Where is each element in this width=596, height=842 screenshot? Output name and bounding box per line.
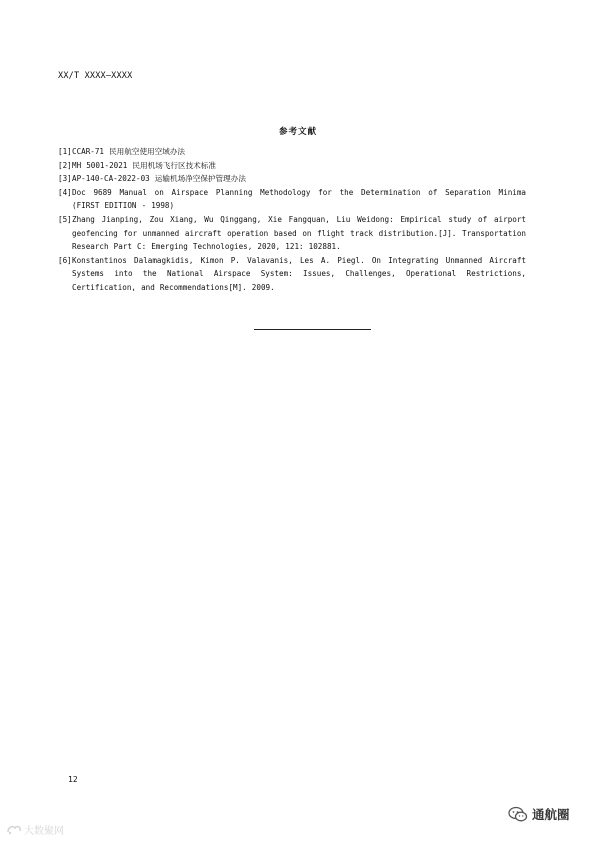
- reference-text: Doc 9689 Manual on Airspace Planning Methodology for the Determination of Separation Minima (FIRST EDITION - 1998): [72, 187, 526, 211]
- reference-number: [2]: [58, 160, 72, 170]
- reference-item: [58, 213, 526, 254]
- watermark-left-text: 大数聚网: [24, 826, 64, 837]
- reference-number: [4]: [58, 187, 72, 197]
- logo-icon: [6, 824, 22, 835]
- reference-text: Konstantinos Dalamagkidis, Kimon P. Valavanis, Les A. Piegl. On Integrating Unmanned Aircraft Systems into the National Airspace System: Issues, Challenges, Operational Restrictions, Certification, and Recommendations[M]. 2009.: [72, 255, 526, 292]
- document-code: XX/T XXXX—XXXX: [58, 71, 133, 81]
- reference-item: [58, 172, 526, 186]
- reference-item: [58, 186, 526, 213]
- reference-item: [58, 254, 526, 295]
- reference-text: CCAR-71 民用航空使用空域办法: [72, 147, 186, 156]
- watermark-left: [6, 822, 64, 837]
- page-number: 12: [68, 775, 78, 784]
- reference-item: [58, 159, 526, 173]
- reference-number: [3]: [58, 174, 72, 184]
- wechat-icon: [508, 806, 528, 823]
- page-title: 参考文献: [278, 127, 317, 137]
- end-divider: [254, 329, 371, 330]
- watermark-right: [508, 805, 570, 823]
- reference-text: AP-140-CA-2022-03 运输机场净空保护管理办法: [72, 174, 246, 184]
- reference-number: [5]: [58, 214, 72, 224]
- reference-number: [1]: [58, 147, 72, 156]
- reference-text: Zhang Jianping, Zou Xiang, Wu Qinggang, Xie Fangquan, Liu Weidong: Empirical study of airport geofencing for unmanned aircraft operation based on flight track distribution.[J]. Transportation Research Part C: Emerging Technologies, 2020, 121: 102881.: [72, 214, 526, 252]
- reference-list: [58, 145, 526, 295]
- watermark-right-text: 通航圈: [532, 807, 570, 822]
- reference-item: [58, 145, 526, 159]
- reference-text: MH 5001-2021 民用机场飞行区技术标准: [72, 160, 216, 170]
- reference-number: [6]: [58, 255, 72, 265]
